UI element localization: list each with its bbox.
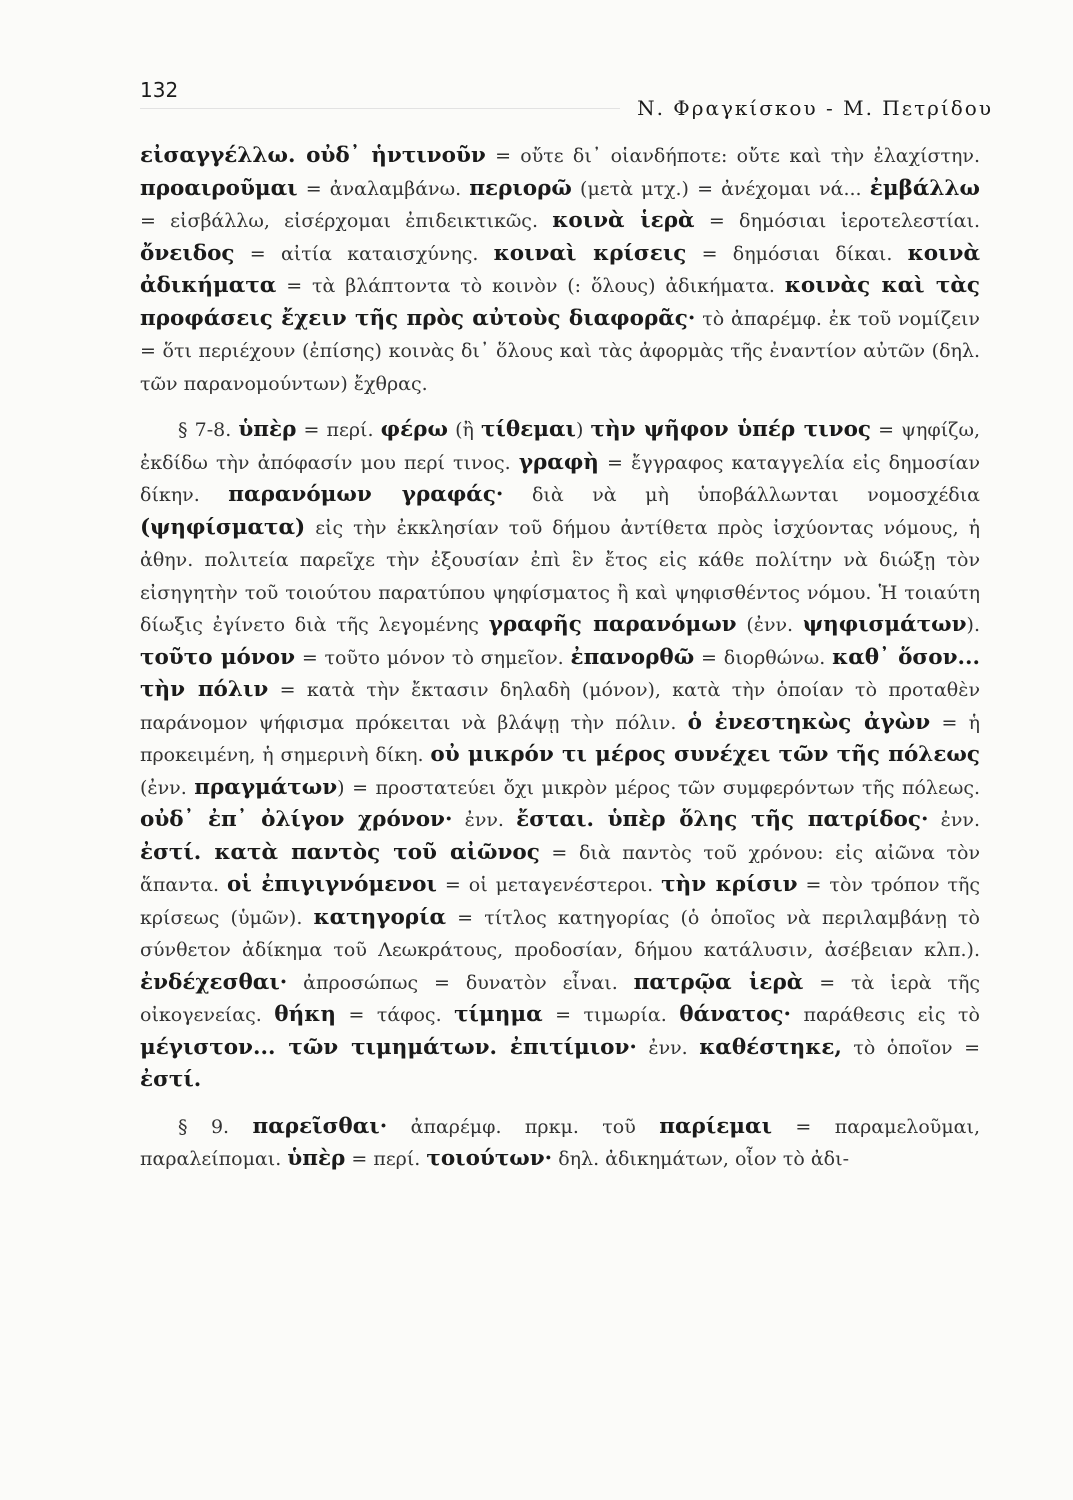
gloss-text: ). bbox=[966, 614, 980, 636]
lemma-term: κατηγορία bbox=[313, 904, 447, 930]
gloss-text: ἐνν. bbox=[452, 809, 517, 831]
gloss-text: τὸ ἀπαρέμφ. ἐκ τοῦ νομίζειν = ὅτι περιέχουν (ἐπίσης) κοινὰς δι᾽ ὅλους καὶ τὰς ἀφορμὰς τῆς ἐναντίον αὐτῶν (δηλ. τῶν παρανομούντων) ἔχθρας. bbox=[140, 307, 980, 395]
gloss-text: = ἡ προκειμένη, ἡ σημερινὴ δίκη. bbox=[140, 711, 981, 766]
lemma-term: πραγμάτων bbox=[194, 774, 338, 800]
gloss-text: = τὰ βλάπτοντα τὸ κοινὸν (: ὅλους) ἀδικήματα. bbox=[276, 275, 785, 297]
lemma-term: ἔσται. ὑπὲρ ὅλης τῆς πατρίδος· bbox=[516, 807, 929, 832]
gloss-text: εἰς τὴν ἐκκλησίαν τοῦ δήμου ἀντίθετα πρὸς ἰσχύοντας νόμους, ἡ ἀθην. πολιτεία παρεῖχε τὴν ἐξουσίαν ἐπὶ ἓν ἔτος εἰς κάθε πολίτην νὰ διώξῃ τὸν εἰσηγητὴν τοῦ τοιούτου παρατύπου ψηφίσματος ἢ καὶ ψηφισθέντος νόμου. Ἡ τοιαύτη δίωξις ἐγίνετο διὰ τῆς λεγομένης bbox=[140, 516, 980, 636]
lemma-term: ἐστί. bbox=[140, 1067, 202, 1092]
lemma-term: κοινὰ ἱερὰ bbox=[552, 208, 695, 233]
lemma-term: γραφὴ bbox=[518, 449, 599, 475]
lemma-term: κοινὰς καὶ τὰς προφάσεις ἔχειν τῆς πρὸς αὐτοὺς διαφορᾶς· bbox=[140, 273, 980, 331]
lemma-term: θήκη bbox=[274, 1002, 336, 1027]
gloss-text: = διὰ παντὸς τοῦ χρόνου: εἰς αἰῶνα τὸν ἅπαντα. bbox=[140, 841, 980, 896]
gloss-text: = αἰτία καταισχύνης. bbox=[234, 242, 494, 265]
lemma-term: οὐδ᾽ ἐπ᾽ ὀλίγον χρόνον· bbox=[140, 807, 453, 832]
lemma-term: μέγιστον... τῶν τιμημάτων. ἐπιτίμιον· bbox=[140, 1034, 637, 1060]
gloss-text: ἐνν. bbox=[928, 809, 980, 831]
paragraph bbox=[140, 1111, 980, 1176]
lemma-term: παρεῖσθαι· bbox=[252, 1113, 388, 1139]
lemma-term: ψηφισμάτων bbox=[802, 612, 967, 637]
page-number: 132 bbox=[140, 78, 179, 102]
lemma-term: τίθεμαι bbox=[480, 417, 576, 442]
gloss-text: διὰ νὰ μὴ ὑποβάλλωνται νομοσχέδια bbox=[503, 484, 981, 506]
gloss-text: = δημόσιαι δίκαι. bbox=[686, 242, 908, 265]
gloss-text: = περί. bbox=[345, 1148, 427, 1170]
lemma-term: εἰσαγγέλλω. οὐδ᾽ ἡντινοῦν bbox=[140, 143, 486, 168]
gloss-text: = οὔτε δι᾽ οἱανδήποτε: οὔτε καὶ τὴν ἐλαχίστην. bbox=[485, 145, 981, 167]
gloss-text: (ἢ bbox=[447, 419, 481, 441]
lemma-term: ὄνειδος bbox=[140, 240, 235, 266]
gloss-text: ) bbox=[575, 419, 591, 441]
gloss-text: = τὸν τρόπον τῆς κρίσεως (ὑμῶν). bbox=[140, 874, 980, 929]
gloss-text: (ἐνν. bbox=[140, 776, 195, 799]
lemma-term: παρίεμαι bbox=[659, 1113, 772, 1139]
lemma-term: ὑπὲρ bbox=[238, 417, 297, 442]
gloss-text: § 7-8. bbox=[178, 419, 239, 441]
gloss-text: ἀπαρέμφ. πρκμ. τοῦ bbox=[387, 1115, 660, 1138]
header-rule bbox=[140, 108, 620, 109]
gloss-text: = τὰ ἱερὰ τῆς οἰκογενείας. bbox=[140, 971, 980, 1026]
gloss-text: ἐνν. bbox=[636, 1036, 700, 1059]
gloss-text: = τάφος. bbox=[335, 1004, 455, 1026]
gloss-text: = διορθώνω. bbox=[694, 646, 833, 669]
gloss-text: § 9. bbox=[178, 1115, 253, 1138]
gloss-text: = κατὰ τὴν ἔκτασιν δηλαδὴ (μόνον), κατὰ τὴν ὁποίαν τὸ προταθὲν παράνομον ψήφισμα πρόκειται νὰ βλάψῃ τὴν πόλιν. bbox=[140, 679, 980, 734]
gloss-text: = τιμωρία. bbox=[542, 1004, 680, 1026]
lemma-term: ὁ ἐνεστηκὼς ἀγὼν bbox=[687, 709, 931, 735]
gloss-text: = περί. bbox=[296, 419, 381, 441]
gloss-text: ) = προστατεύει ὄχι μικρὸν μέρος τῶν συμφερόντων τῆς πόλεως. bbox=[337, 776, 980, 799]
gloss-text: ἀπροσώπως = δυνατὸν εἶναι. bbox=[287, 971, 634, 994]
lemma-term: περιορῶ bbox=[469, 175, 572, 201]
commentary-text bbox=[140, 140, 980, 1176]
gloss-text: = ψηφίζω, ἐκδίδω τὴν ἀπόφασίν μου περί τινος. bbox=[140, 419, 981, 474]
lemma-term: γραφῆς παρανόμων bbox=[488, 612, 737, 637]
gloss-text: = ἀναλαμβάνω. bbox=[297, 177, 470, 200]
lemma-term: ἐπανορθῶ bbox=[570, 644, 695, 670]
lemma-term: τὴν κρίσιν bbox=[661, 872, 798, 897]
lemma-term: κοινὰ ἀδικήματα bbox=[140, 240, 980, 298]
lemma-term: τίμημα bbox=[454, 1002, 543, 1027]
paragraph bbox=[140, 140, 980, 400]
lemma-term: τοιούτων· bbox=[426, 1146, 553, 1171]
gloss-text: (μετὰ μτχ.) = ἀνέχομαι νά... bbox=[571, 177, 870, 200]
lemma-term: (ψηφίσματα) bbox=[140, 514, 306, 540]
lemma-term: πατρῷα ἱερὰ bbox=[633, 969, 804, 995]
lemma-term: τὴν ψῆφον ὑπέρ τινος bbox=[590, 417, 871, 442]
lemma-term: φέρω bbox=[380, 417, 448, 442]
lemma-term: ἐμβάλλω bbox=[869, 175, 981, 201]
gloss-text: = εἰσβάλλω, εἰσέρχομαι ἐπιδεικτικῶς. bbox=[140, 210, 553, 232]
gloss-text: = τίτλος κατηγορίας (ὁ ὁποῖος νὰ περιλαμβάνῃ τὸ σύνθετον ἀδίκημα τοῦ Λεωκράτους, προδοσίαν, δήμου κατάλυσιν, ἀσέβειαν κλπ.). bbox=[140, 906, 980, 961]
gloss-text: = δημόσιαι ἱεροτελεστίαι. bbox=[694, 210, 980, 232]
lemma-term: καθέστηκε, bbox=[699, 1034, 842, 1060]
gloss-text: παράθεσις εἰς τὸ bbox=[791, 1004, 980, 1026]
lemma-term: κοιναὶ κρίσεις bbox=[493, 240, 687, 266]
running-head-title: Ν. Φραγκίσκου - Μ. Πετρίδου bbox=[637, 96, 993, 120]
lemma-term: προαιροῦμαι bbox=[140, 175, 298, 201]
lemma-term: ἐστί. κατὰ παντὸς τοῦ αἰῶνος bbox=[140, 839, 540, 865]
lemma-term: καθ᾽ ὅσον... τὴν πόλιν bbox=[140, 644, 980, 702]
gloss-text: = παραμελοῦμαι, παραλείπομαι. bbox=[140, 1115, 980, 1170]
paragraph bbox=[140, 414, 980, 1097]
gloss-text: = τοῦτο μόνον τὸ σημεῖον. bbox=[295, 646, 571, 669]
lemma-term: ἐνδέχεσθαι· bbox=[140, 969, 288, 995]
lemma-term: θάνατος· bbox=[679, 1002, 792, 1027]
lemma-term: παρανόμων γραφάς· bbox=[228, 482, 504, 507]
gloss-text: = οἱ μεταγενέστεροι. bbox=[436, 874, 662, 896]
lemma-term: οὐ μικρόν τι μέρος συνέχει τῶν τῆς πόλεως bbox=[430, 742, 980, 767]
gloss-text: = ἔγγραφος καταγγελία εἰς δημοσίαν δίκην. bbox=[140, 451, 980, 506]
gloss-text: τὸ ὁποῖον = bbox=[841, 1036, 980, 1059]
gloss-text: (ἐνν. bbox=[736, 614, 803, 636]
lemma-term: ὑπὲρ bbox=[287, 1146, 346, 1171]
gloss-text: δηλ. ἀδικημάτων, οἷον τὸ ἀδι- bbox=[552, 1148, 849, 1170]
lemma-term: οἱ ἐπιγιγνόμενοι bbox=[227, 872, 437, 897]
lemma-term: τοῦτο μόνον bbox=[140, 644, 296, 670]
